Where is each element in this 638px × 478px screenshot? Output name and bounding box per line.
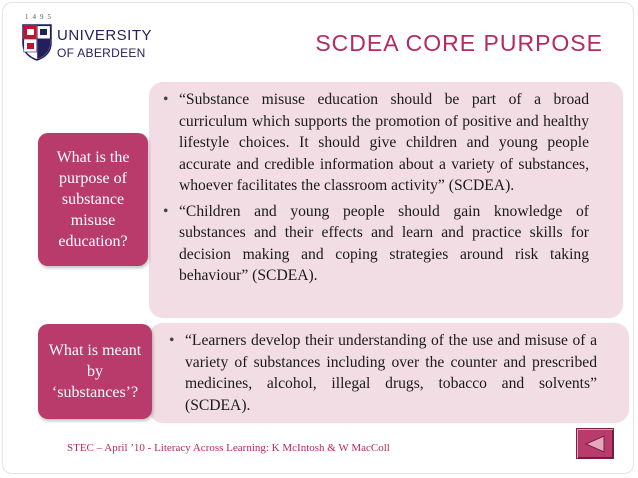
- bullet-item: • “Substance misuse education should be part of a broad curriculum which supports the promotion of positive and healthy lifestyle choices. It should give children and young people accurate and credible information about a variety of substances, whoever facilitates the classroom activity” (SCDEA).: [163, 89, 589, 197]
- back-arrow-icon: [584, 435, 606, 453]
- question-text: What is the purpose of substance misuse education?: [56, 149, 130, 250]
- logo-name-line2: OF ABERDEEN: [57, 46, 146, 60]
- slide-title: SCDEA CORE PURPOSE: [315, 30, 603, 56]
- university-crest-icon: [21, 23, 53, 61]
- logo-name-line1: UNIVERSITY: [57, 27, 153, 44]
- bullet-list-substances: [169, 330, 597, 420]
- slide: [2, 2, 634, 474]
- footer-text: STEC – April ’10 - Literacy Across Learning: K McIntosh & W MacColl: [67, 442, 390, 454]
- bullet-list-purpose: [163, 89, 589, 291]
- university-logo: [21, 13, 156, 65]
- bullet-item: • “Learners develop their understanding of the use and misuse of a variety of substances including over the counter and prescribed medicines, alcohol, illegal drugs, tobacco and solvents” (SCDEA).: [169, 330, 597, 416]
- question-text: What is meant by ‘substances’?: [48, 342, 142, 401]
- question-box-purpose: [38, 133, 148, 266]
- back-button[interactable]: [576, 428, 614, 459]
- question-box-substances: [38, 324, 152, 419]
- bullet-item: • “Children and young people should gain knowledge of substances and their effects and learn and practice skills for decision making and coping strategies around risk taking behaviour” (SCDEA).: [163, 201, 589, 287]
- logo-year: 1495: [25, 13, 55, 21]
